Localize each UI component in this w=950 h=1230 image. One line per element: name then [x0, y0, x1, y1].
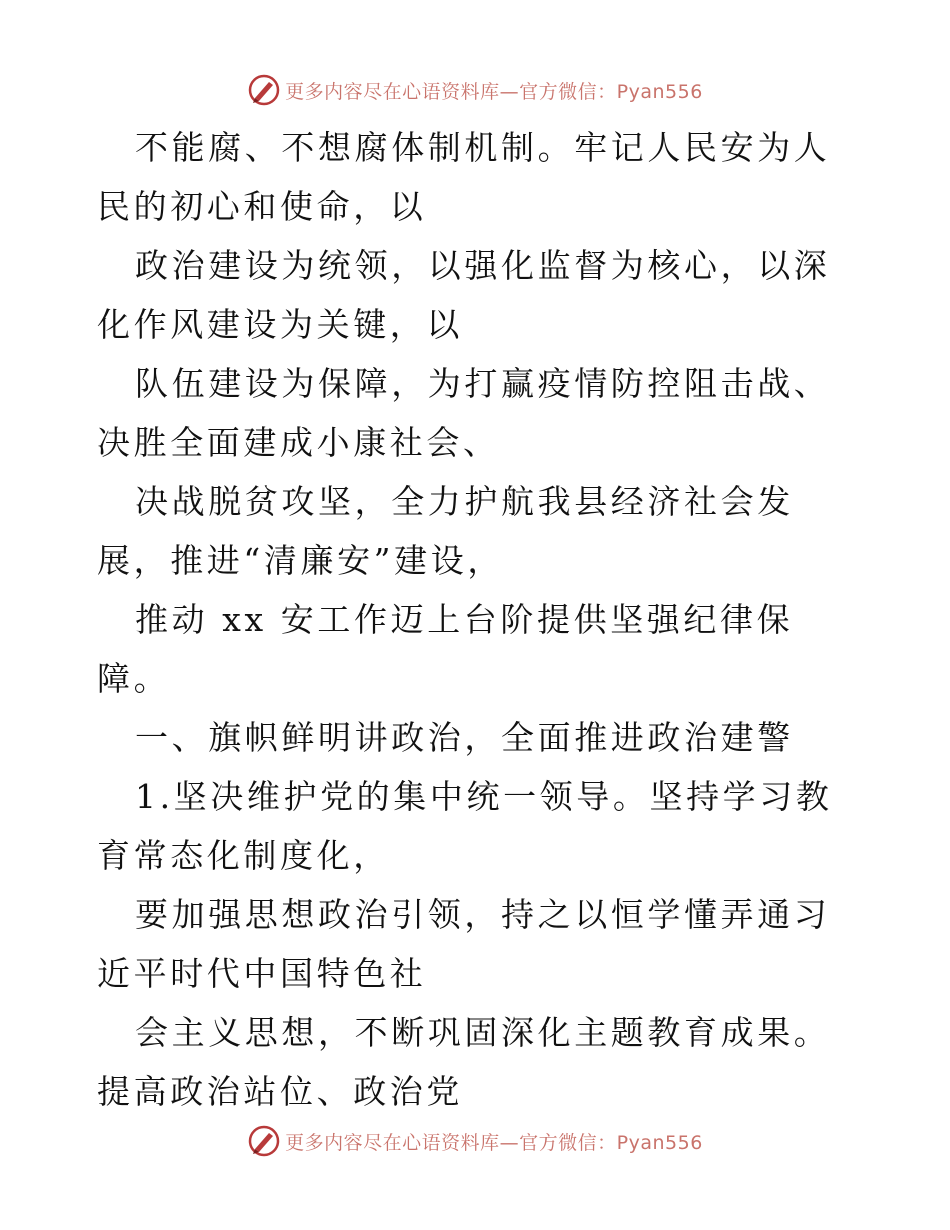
paragraph: 政治建设为统领，以强化监督为核心，以深化作风建设为关键，以	[97, 246, 831, 344]
document-body	[97, 118, 853, 1121]
paragraph: 不能腐、不想腐体制机制。牢记人民安为人民的初心和使命，以	[97, 128, 831, 226]
header-watermark	[0, 70, 950, 110]
footer-watermark-text: 更多内容尽在心语资料库—官方微信：Pyan556	[285, 1131, 703, 1154]
paragraph: 会主义思想，不断巩固深化主题教育成果。提高政治站位、政治党	[97, 1013, 831, 1111]
header-watermark-text: 更多内容尽在心语资料库—官方微信：Pyan556	[285, 80, 703, 103]
paragraph: 要加强思想政治引领，持之以恒学懂弄通习近平时代中国特色社	[97, 895, 831, 993]
paragraph: 1.坚决维护党的集中统一领导。坚持学习教育常态化制度化，	[97, 777, 833, 875]
section-heading: 一、旗帜鲜明讲政治，全面推进政治建警	[135, 718, 794, 757]
pen-logo-icon	[247, 1124, 281, 1158]
paragraph: 队伍建设为保障，为打赢疫情防控阻击战、决胜全面建成小康社会、	[97, 364, 831, 462]
footer-watermark	[0, 1121, 950, 1161]
pen-logo-icon	[247, 73, 281, 107]
paragraph: 推动 xx 安工作迈上台阶提供坚强纪律保障。	[97, 600, 794, 698]
paragraph: 决战脱贫攻坚，全力护航我县经济社会发展，推进“清廉安”建设，	[97, 482, 794, 580]
